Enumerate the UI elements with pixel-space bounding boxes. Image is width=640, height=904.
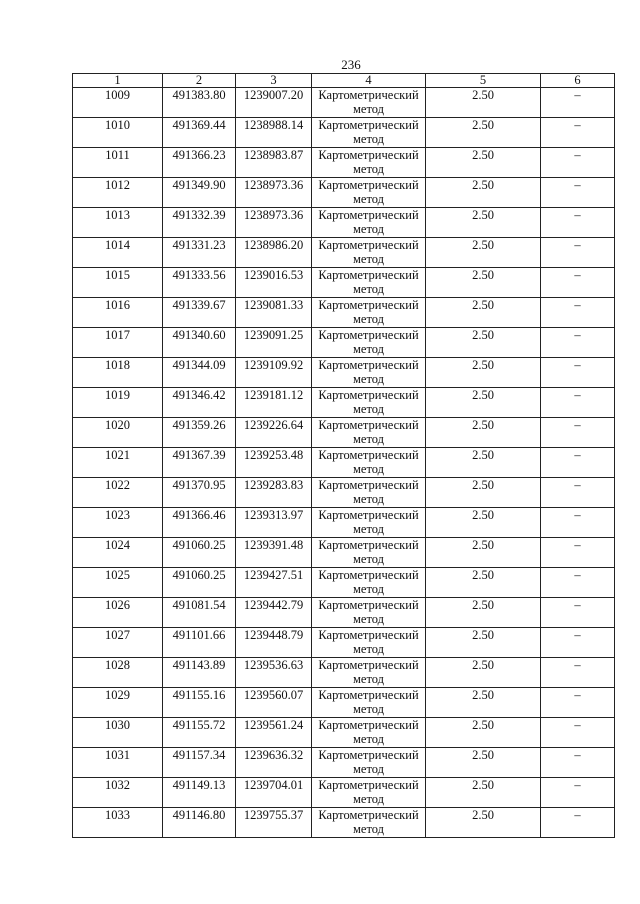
column-header-6: 6: [541, 74, 615, 88]
method-line-1: Картометрический: [318, 238, 419, 252]
accuracy-cell: 2.50: [426, 598, 541, 628]
table-row: [73, 388, 615, 418]
accuracy-cell: 2.50: [426, 718, 541, 748]
table-row: [73, 688, 615, 718]
note-cell: –: [541, 748, 615, 778]
y-coordinate-cell: 1239704.01: [236, 778, 312, 808]
x-coordinate-cell: 491383.80: [163, 88, 236, 118]
accuracy-cell: 2.50: [426, 148, 541, 178]
page-number: 236: [341, 57, 361, 72]
table-row: [73, 118, 615, 148]
method-line-2: метод: [352, 432, 384, 446]
x-coordinate-cell: 491060.25: [163, 538, 236, 568]
point-id-cell: 1032: [73, 778, 163, 808]
x-coordinate-cell: 491146.80: [163, 808, 236, 838]
point-id-cell: 1019: [73, 388, 163, 418]
method-line-1: Картометрический: [318, 658, 419, 672]
accuracy-cell: 2.50: [426, 808, 541, 838]
method-line-2: метод: [352, 702, 384, 716]
accuracy-cell: 2.50: [426, 568, 541, 598]
accuracy-cell: 2.50: [426, 208, 541, 238]
method-line-1: Картометрический: [318, 148, 419, 162]
method-cell: [312, 538, 426, 568]
note-cell: –: [541, 238, 615, 268]
column-header-4: 4: [312, 74, 426, 88]
y-coordinate-cell: 1239755.37: [236, 808, 312, 838]
method-line-2: метод: [352, 822, 384, 836]
point-id-cell: 1020: [73, 418, 163, 448]
x-coordinate-cell: 491333.56: [163, 268, 236, 298]
y-coordinate-cell: 1239007.20: [236, 88, 312, 118]
x-coordinate-cell: 491101.66: [163, 628, 236, 658]
table-row: [73, 358, 615, 388]
accuracy-cell: 2.50: [426, 328, 541, 358]
method-line-2: метод: [352, 102, 384, 116]
y-coordinate-cell: 1239283.83: [236, 478, 312, 508]
y-coordinate-cell: 1239442.79: [236, 598, 312, 628]
table-row: [73, 808, 615, 838]
point-id-cell: 1021: [73, 448, 163, 478]
table-body: [73, 88, 615, 838]
note-cell: –: [541, 388, 615, 418]
y-coordinate-cell: 1239448.79: [236, 628, 312, 658]
table-row: [73, 598, 615, 628]
method-cell: [312, 418, 426, 448]
method-line-1: Картометрический: [318, 718, 419, 732]
x-coordinate-cell: 491332.39: [163, 208, 236, 238]
x-coordinate-cell: 491370.95: [163, 478, 236, 508]
accuracy-cell: 2.50: [426, 358, 541, 388]
accuracy-cell: 2.50: [426, 418, 541, 448]
method-cell: [312, 478, 426, 508]
point-id-cell: 1024: [73, 538, 163, 568]
header-row: [73, 74, 615, 88]
accuracy-cell: 2.50: [426, 178, 541, 208]
method-line-2: метод: [352, 642, 384, 656]
x-coordinate-cell: 491155.16: [163, 688, 236, 718]
method-cell: [312, 718, 426, 748]
method-line-2: метод: [352, 672, 384, 686]
method-line-1: Картометрический: [318, 508, 419, 522]
accuracy-cell: 2.50: [426, 628, 541, 658]
accuracy-cell: 2.50: [426, 388, 541, 418]
point-id-cell: 1015: [73, 268, 163, 298]
note-cell: –: [541, 688, 615, 718]
table-row: [73, 88, 615, 118]
method-cell: [312, 88, 426, 118]
method-line-1: Картометрический: [318, 448, 419, 462]
point-id-cell: 1013: [73, 208, 163, 238]
x-coordinate-cell: 491367.39: [163, 448, 236, 478]
method-line-2: метод: [352, 492, 384, 506]
table-row: [73, 328, 615, 358]
method-line-1: Картометрический: [318, 778, 419, 792]
table-row: [73, 568, 615, 598]
column-header-1: 1: [73, 74, 163, 88]
method-line-1: Картометрический: [318, 358, 419, 372]
method-cell: [312, 208, 426, 238]
x-coordinate-cell: 491340.60: [163, 328, 236, 358]
method-cell: [312, 178, 426, 208]
point-id-cell: 1031: [73, 748, 163, 778]
method-line-2: метод: [352, 522, 384, 536]
accuracy-cell: 2.50: [426, 88, 541, 118]
table-row: [73, 478, 615, 508]
method-cell: [312, 148, 426, 178]
method-cell: [312, 388, 426, 418]
method-cell: [312, 238, 426, 268]
method-line-1: Картометрический: [318, 268, 419, 282]
table-row: [73, 508, 615, 538]
method-line-1: Картометрический: [318, 598, 419, 612]
point-id-cell: 1026: [73, 598, 163, 628]
method-cell: [312, 298, 426, 328]
note-cell: –: [541, 88, 615, 118]
note-cell: –: [541, 298, 615, 328]
coordinates-table: [72, 73, 615, 838]
method-line-1: Картометрический: [318, 538, 419, 552]
accuracy-cell: 2.50: [426, 778, 541, 808]
method-line-1: Картометрический: [318, 328, 419, 342]
method-cell: [312, 328, 426, 358]
table-row: [73, 748, 615, 778]
method-line-1: Картометрический: [318, 118, 419, 132]
table-row: [73, 208, 615, 238]
table-row: [73, 718, 615, 748]
x-coordinate-cell: 491081.54: [163, 598, 236, 628]
method-line-2: метод: [352, 792, 384, 806]
method-line-2: метод: [352, 402, 384, 416]
note-cell: –: [541, 328, 615, 358]
point-id-cell: 1017: [73, 328, 163, 358]
y-coordinate-cell: 1239560.07: [236, 688, 312, 718]
x-coordinate-cell: 491157.34: [163, 748, 236, 778]
y-coordinate-cell: 1238988.14: [236, 118, 312, 148]
x-coordinate-cell: 491339.67: [163, 298, 236, 328]
method-line-2: метод: [352, 312, 384, 326]
accuracy-cell: 2.50: [426, 508, 541, 538]
y-coordinate-cell: 1239091.25: [236, 328, 312, 358]
y-coordinate-cell: 1238973.36: [236, 208, 312, 238]
note-cell: –: [541, 208, 615, 238]
table-row: [73, 658, 615, 688]
x-coordinate-cell: 491366.23: [163, 148, 236, 178]
note-cell: –: [541, 448, 615, 478]
note-cell: –: [541, 658, 615, 688]
method-cell: [312, 118, 426, 148]
note-cell: –: [541, 268, 615, 298]
x-coordinate-cell: 491359.26: [163, 418, 236, 448]
method-cell: [312, 808, 426, 838]
point-id-cell: 1033: [73, 808, 163, 838]
y-coordinate-cell: 1239427.51: [236, 568, 312, 598]
point-id-cell: 1027: [73, 628, 163, 658]
note-cell: –: [541, 418, 615, 448]
point-id-cell: 1018: [73, 358, 163, 388]
x-coordinate-cell: 491155.72: [163, 718, 236, 748]
method-cell: [312, 358, 426, 388]
x-coordinate-cell: 491149.13: [163, 778, 236, 808]
point-id-cell: 1025: [73, 568, 163, 598]
point-id-cell: 1009: [73, 88, 163, 118]
note-cell: –: [541, 538, 615, 568]
method-line-1: Картометрический: [318, 688, 419, 702]
accuracy-cell: 2.50: [426, 298, 541, 328]
method-line-1: Картометрический: [318, 808, 419, 822]
accuracy-cell: 2.50: [426, 238, 541, 268]
x-coordinate-cell: 491369.44: [163, 118, 236, 148]
table-row: [73, 148, 615, 178]
method-cell: [312, 628, 426, 658]
method-cell: [312, 568, 426, 598]
method-line-2: метод: [352, 222, 384, 236]
column-header-5: 5: [426, 74, 541, 88]
point-id-cell: 1014: [73, 238, 163, 268]
method-cell: [312, 688, 426, 718]
x-coordinate-cell: 491366.46: [163, 508, 236, 538]
method-line-2: метод: [352, 252, 384, 266]
method-cell: [312, 598, 426, 628]
note-cell: –: [541, 778, 615, 808]
note-cell: –: [541, 148, 615, 178]
method-line-2: метод: [352, 582, 384, 596]
accuracy-cell: 2.50: [426, 448, 541, 478]
method-cell: [312, 658, 426, 688]
y-coordinate-cell: 1239253.48: [236, 448, 312, 478]
x-coordinate-cell: 491060.25: [163, 568, 236, 598]
y-coordinate-cell: 1239081.33: [236, 298, 312, 328]
y-coordinate-cell: 1238983.87: [236, 148, 312, 178]
note-cell: –: [541, 178, 615, 208]
point-id-cell: 1022: [73, 478, 163, 508]
table-row: [73, 448, 615, 478]
point-id-cell: 1023: [73, 508, 163, 538]
x-coordinate-cell: 491344.09: [163, 358, 236, 388]
note-cell: –: [541, 118, 615, 148]
accuracy-cell: 2.50: [426, 748, 541, 778]
note-cell: –: [541, 478, 615, 508]
method-cell: [312, 508, 426, 538]
table-row: [73, 268, 615, 298]
method-line-2: метод: [352, 342, 384, 356]
x-coordinate-cell: 491346.42: [163, 388, 236, 418]
y-coordinate-cell: 1239226.64: [236, 418, 312, 448]
y-coordinate-cell: 1239109.92: [236, 358, 312, 388]
note-cell: –: [541, 628, 615, 658]
y-coordinate-cell: 1239391.48: [236, 538, 312, 568]
y-coordinate-cell: 1238986.20: [236, 238, 312, 268]
method-line-2: метод: [352, 192, 384, 206]
table-row: [73, 238, 615, 268]
x-coordinate-cell: 491349.90: [163, 178, 236, 208]
method-line-2: метод: [352, 162, 384, 176]
y-coordinate-cell: 1239181.12: [236, 388, 312, 418]
accuracy-cell: 2.50: [426, 268, 541, 298]
point-id-cell: 1028: [73, 658, 163, 688]
column-header-2: 2: [163, 74, 236, 88]
note-cell: –: [541, 598, 615, 628]
accuracy-cell: 2.50: [426, 118, 541, 148]
method-line-2: метод: [352, 132, 384, 146]
y-coordinate-cell: 1239536.63: [236, 658, 312, 688]
accuracy-cell: 2.50: [426, 478, 541, 508]
table-row: [73, 538, 615, 568]
point-id-cell: 1012: [73, 178, 163, 208]
accuracy-cell: 2.50: [426, 688, 541, 718]
method-line-1: Картометрический: [318, 178, 419, 192]
point-id-cell: 1011: [73, 148, 163, 178]
method-line-2: метод: [352, 372, 384, 386]
method-line-2: метод: [352, 762, 384, 776]
y-coordinate-cell: 1238973.36: [236, 178, 312, 208]
method-line-1: Картометрический: [318, 388, 419, 402]
method-line-1: Картометрический: [318, 748, 419, 762]
table-row: [73, 298, 615, 328]
accuracy-cell: 2.50: [426, 538, 541, 568]
table-row: [73, 178, 615, 208]
y-coordinate-cell: 1239561.24: [236, 718, 312, 748]
y-coordinate-cell: 1239016.53: [236, 268, 312, 298]
y-coordinate-cell: 1239313.97: [236, 508, 312, 538]
note-cell: –: [541, 508, 615, 538]
method-line-1: Картометрический: [318, 478, 419, 492]
table-row: [73, 778, 615, 808]
point-id-cell: 1016: [73, 298, 163, 328]
table-row: [73, 418, 615, 448]
method-cell: [312, 748, 426, 778]
point-id-cell: 1010: [73, 118, 163, 148]
method-line-1: Картометрический: [318, 418, 419, 432]
note-cell: –: [541, 358, 615, 388]
accuracy-cell: 2.50: [426, 658, 541, 688]
method-line-2: метод: [352, 462, 384, 476]
note-cell: –: [541, 718, 615, 748]
x-coordinate-cell: 491143.89: [163, 658, 236, 688]
method-line-2: метод: [352, 612, 384, 626]
note-cell: –: [541, 808, 615, 838]
table-row: [73, 628, 615, 658]
method-line-2: метод: [352, 282, 384, 296]
point-id-cell: 1030: [73, 718, 163, 748]
x-coordinate-cell: 491331.23: [163, 238, 236, 268]
method-cell: [312, 268, 426, 298]
method-line-1: Картометрический: [318, 88, 419, 102]
point-id-cell: 1029: [73, 688, 163, 718]
method-line-1: Картометрический: [318, 628, 419, 642]
note-cell: –: [541, 568, 615, 598]
column-header-3: 3: [236, 74, 312, 88]
method-cell: [312, 778, 426, 808]
method-line-1: Картометрический: [318, 298, 419, 312]
method-line-1: Картометрический: [318, 208, 419, 222]
method-line-1: Картометрический: [318, 568, 419, 582]
method-line-2: метод: [352, 552, 384, 566]
method-cell: [312, 448, 426, 478]
method-line-2: метод: [352, 732, 384, 746]
y-coordinate-cell: 1239636.32: [236, 748, 312, 778]
